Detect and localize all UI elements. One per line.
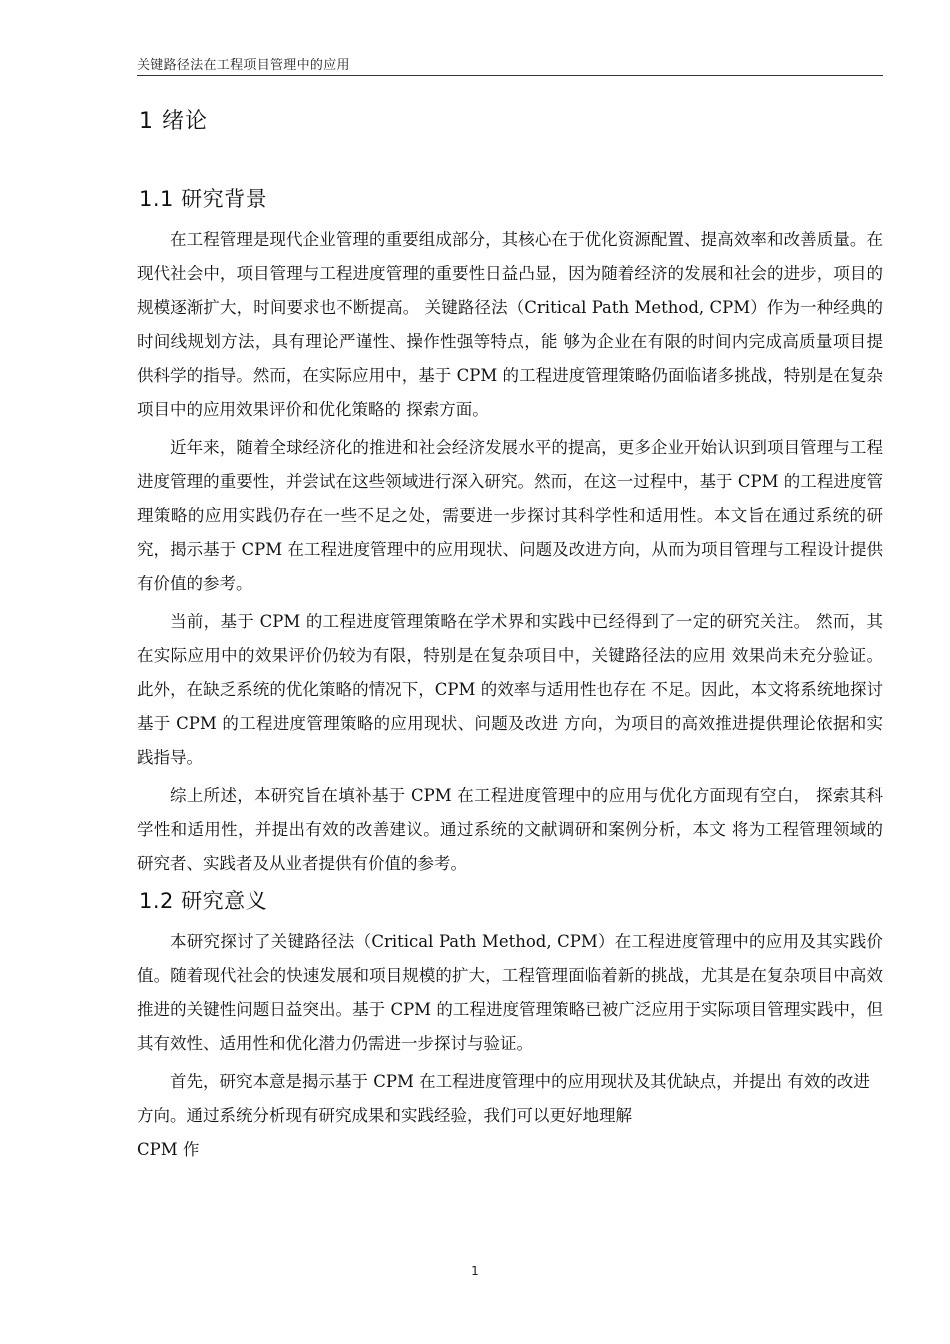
page-number: 1 xyxy=(471,1264,479,1278)
chapter-title: 1 绪论 xyxy=(139,109,208,134)
paragraph: 当前，基于 CPM 的工程进度管理策略在学术界和实践中已经得到了一定的研究关注。 然而，其在实际应用中的效果评价仍较为有限，特别是在复杂项目中，关键路径法的应用 效果尚未充分验证。此外，在缺乏系统的优化策略的情况下，CPM 的效率与适用性也存在 不足。因此，本文将系统地探讨基于 CPM 的工程进度管理策略的应用现状、问题及改进 方向，为项目的高效推进提供理论依据和实践指导。 xyxy=(137,612,883,767)
paragraph-continuation: CPM 作 xyxy=(137,1140,200,1159)
paragraph: 在工程管理是现代企业管理的重要组成部分，其核心在于优化资源配置、提高效率和改善质量。在现代社会中，项目管理与工程进度管理的重要性日益凸显，因为随着经济的发展和社会的进步，项目的规模逐渐扩大，时间要求也不断提高。 关键路径法（Critical Path Method, CPM）作为一种经典的时间线规划方法，具有理论严谨性、操作性强等特点，能 够为企业在有限的时间内完成高质量项目提供科学的指导。然而，在实际应用中，基于 CPM 的工程进度管理策略仍面临诸多挑战，特别是在复杂项目中的应用效果评价和优化策略的 探索方面。 xyxy=(137,230,883,419)
running-header: 关键路径法在工程项目管理中的应用 xyxy=(137,58,350,73)
paragraph: 近年来，随着全球经济化的推进和社会经济发展水平的提高，更多企业开始认识到项目管理与工程进度管理的重要性，并尝试在这些领域进行深入研究。然而，在这一过程中，基于 CPM 的工程进度管理策略的应用实践仍存在一些不足之处，需要进一步探讨其科学性和适用性。本文旨在通过系统的研究，揭示基于 CPM 在工程进度管理中的应用现状、问题及改进方向，从而为项目管理与工程设计提供有价值的参考。 xyxy=(137,438,883,593)
paragraph: 本研究探讨了关键路径法（Critical Path Method, CPM）在工程进度管理中的应用及其实践价值。随着现代社会的快速发展和项目规模的扩大，工程管理面临着新的挑战，尤其是在复杂项目中高效推进的关键性问题日益突出。基于 CPM 的工程进度管理策略已被广泛应用于实际项目管理实践中，但其有效性、适用性和优化潜力仍需进一步探讨与验证。 xyxy=(137,932,883,1053)
page-content xyxy=(137,98,883,1171)
section-title-1-1: 1.1 研究背景 xyxy=(139,187,268,211)
paragraph: 首先，研究本意是揭示基于 CPM 在工程进度管理中的应用现状及其优缺点，并提出 有效的改进方向。通过系统分析现有研究成果和实践经验，我们可以更好地理解 xyxy=(137,1072,870,1125)
paragraph: 综上所述，本研究旨在填补基于 CPM 在工程进度管理中的应用与优化方面现有空白， 探索其科学性和适用性，并提出有效的改善建议。通过系统的文献调研和案例分析，本文 将为工程管理领域的研究者、实践者及从业者提供有价值的参考。 xyxy=(137,786,883,873)
section-title-1-2: 1.2 研究意义 xyxy=(139,889,268,913)
header-rule xyxy=(137,75,883,76)
